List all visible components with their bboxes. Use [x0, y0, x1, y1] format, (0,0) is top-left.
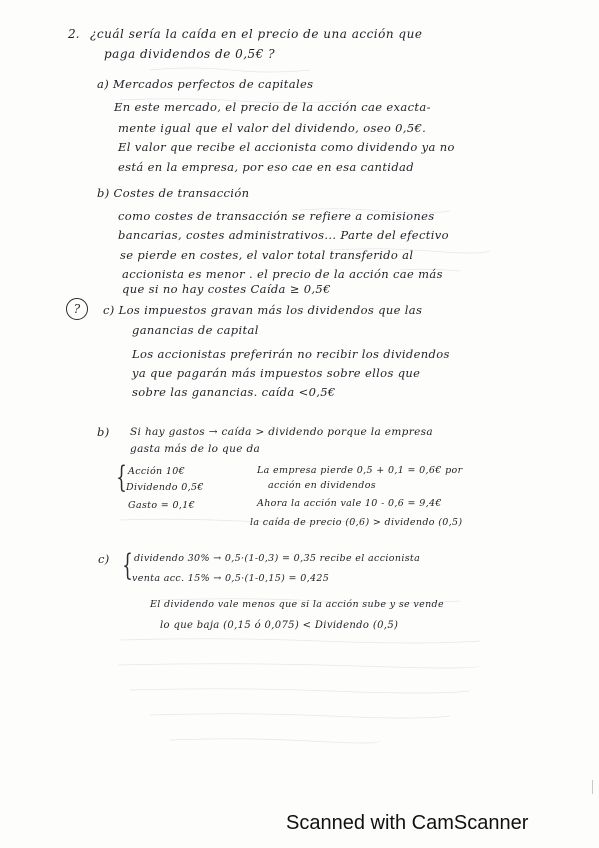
part-c-line-1: Los accionistas preferirán no recibir los dividendos: [132, 347, 450, 361]
part-a-line-3: El valor que recibe el accionista como dividendo ya no: [118, 140, 455, 154]
part-a-heading: a) Mercados perfectos de capitales: [97, 77, 314, 91]
part-a-line-1: En este mercado, el precio de la acción cae exacta-: [114, 100, 431, 114]
work-b-line-2: gasta más de lo que da: [130, 443, 261, 455]
work-c-label: c): [98, 552, 110, 566]
work-b-left-2: Dividendo 0,5€: [126, 482, 204, 493]
part-b-line-4: accionista es menor . el precio de la acción cae más: [122, 267, 443, 281]
work-b-label: b): [97, 425, 110, 439]
camscanner-watermark: Scanned with CamScanner: [286, 812, 529, 834]
part-b-line-3: se pierde en costes, el valor total transferido al: [120, 248, 414, 262]
work-c-row-2: venta acc. 15% → 0,5·(1-0,15) = 0,425: [132, 573, 330, 584]
question-line-1: ¿cuál sería la caída en el precio de una acción que: [90, 27, 423, 41]
question-number: 2.: [68, 27, 80, 41]
question-line-2: paga dividendos de 0,5€ ?: [104, 47, 276, 61]
part-c-heading-2: ganancias de capital: [132, 323, 259, 337]
work-b-right-4: la caída de precio (0,6) > dividendo (0,5): [250, 517, 463, 528]
scan-edge-mark: [592, 780, 593, 794]
work-b-left-3: Gasto = 0,1€: [128, 500, 196, 511]
work-b-right-1: La empresa pierde 0,5 + 0,1 = 0,6€ por: [257, 465, 463, 476]
part-b-line-2: bancarias, costes administrativos... Parte del efectivo: [118, 228, 449, 242]
part-a-line-2: mente igual que el valor del dividendo, oseo 0,5€.: [118, 121, 427, 135]
work-c-line-2: lo que baja (0,15 ó 0,075) < Dividendo (0,5): [160, 620, 399, 631]
work-b-right-3: Ahora la acción vale 10 - 0,6 = 9,4€: [257, 498, 442, 509]
part-b-heading: b) Costes de transacción: [97, 186, 250, 200]
work-b-line-1: Si hay gastos → caída > dividendo porque la empresa: [130, 426, 434, 438]
part-c-line-3: sobre las ganancias. caída <0,5€: [132, 385, 336, 399]
part-b-line-1: como costes de transacción se refiere a comisiones: [118, 209, 435, 223]
part-c-line-2: ya que pagarán más impuestos sobre ellos que: [132, 366, 421, 380]
work-c-line-1: El dividendo vale menos que si la acción sube y se vende: [150, 599, 444, 610]
part-a-line-4: está en la empresa, por eso cae en esa cantidad: [118, 160, 414, 174]
part-c-heading: c) Los impuestos gravan más los dividendos que las: [103, 303, 423, 317]
part-b-line-5: que si no hay costes Caída ≥ 0,5€: [122, 282, 331, 296]
brace-c: {: [122, 548, 133, 583]
question-mark-circle: ?: [66, 298, 88, 320]
brace-b: {: [116, 460, 127, 495]
work-b-left-1: Acción 10€: [128, 466, 186, 477]
work-b-right-2: acción en dividendos: [268, 480, 376, 491]
work-c-row-1: dividendo 30% → 0,5·(1-0,3) = 0,35 recibe el accionista: [134, 553, 421, 564]
